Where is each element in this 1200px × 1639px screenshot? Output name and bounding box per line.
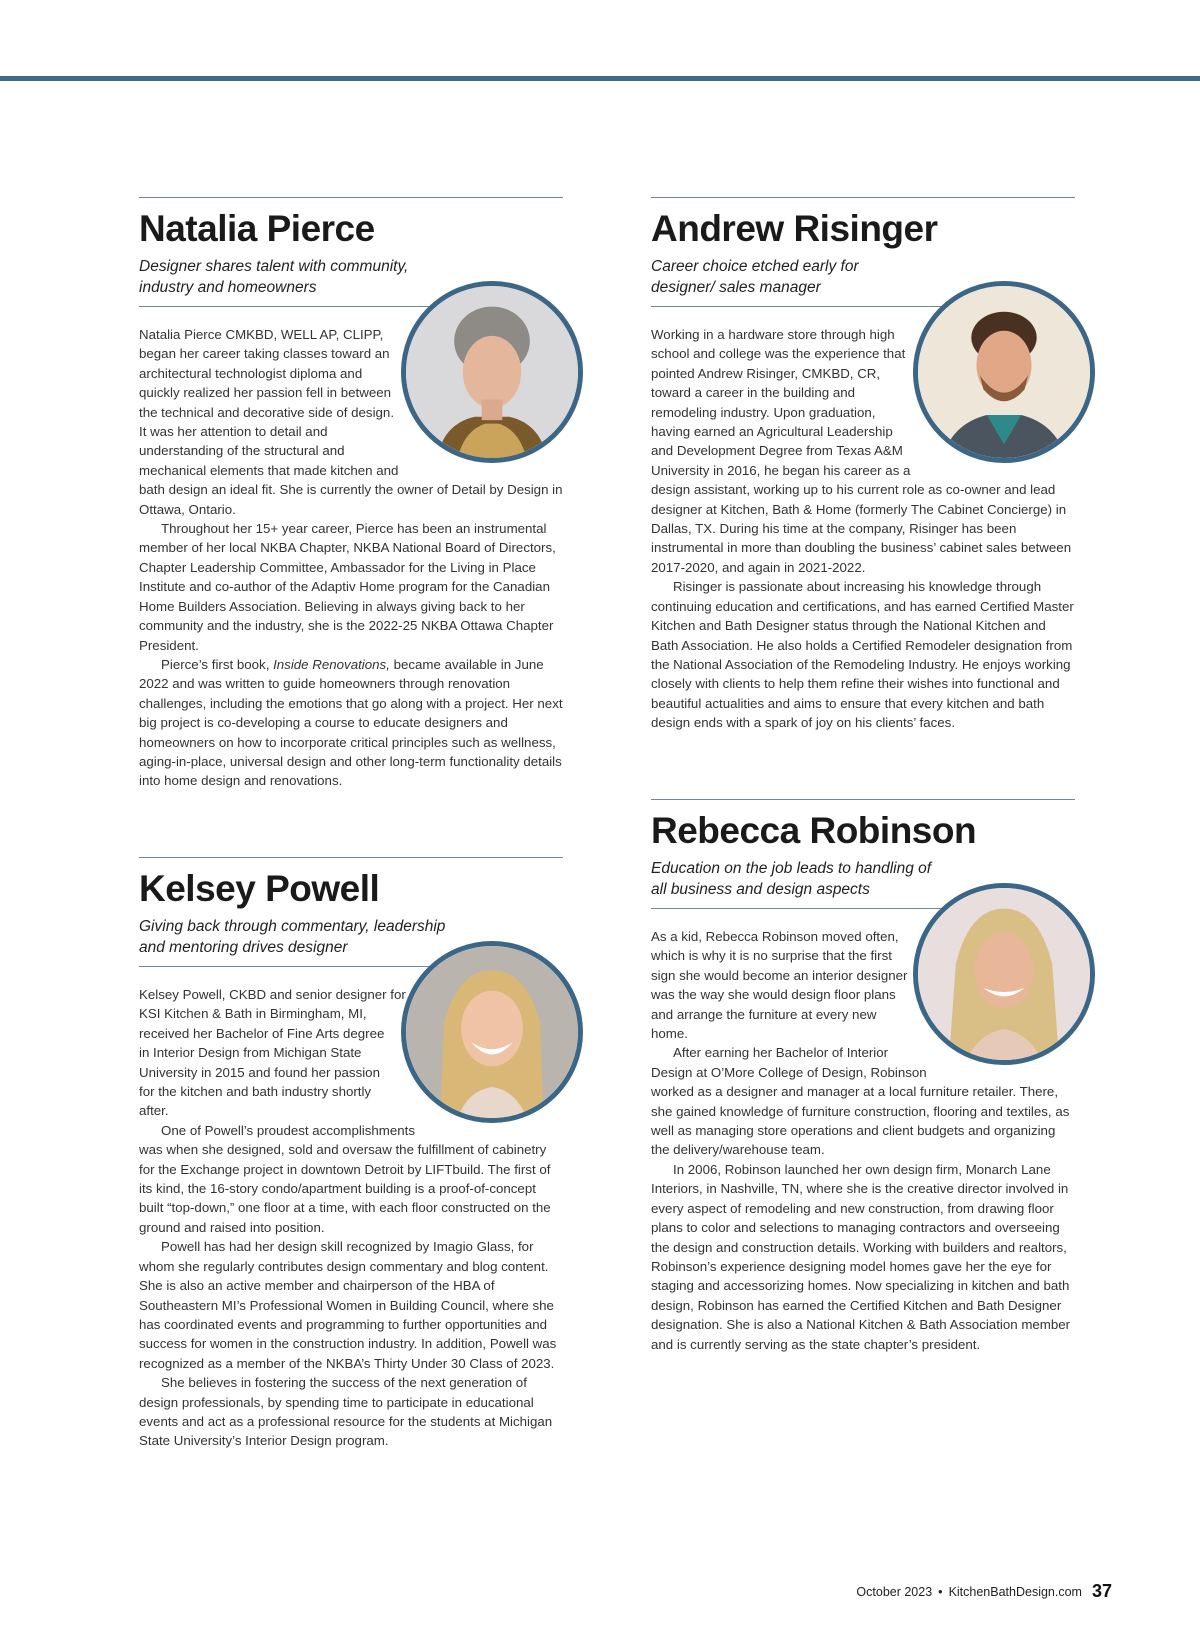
- profile-kelsey-powell: [139, 857, 563, 1451]
- section-rule: [139, 857, 563, 858]
- book-title: Inside Renovations,: [273, 656, 390, 672]
- section-rule: [651, 197, 1075, 198]
- profile-deck: Giving back through commentary, leadership and mentoring drives designer: [139, 918, 446, 956]
- profile-name: Rebecca Robinson: [651, 810, 977, 851]
- profile-deck: Education on the job leads to handling of all business and design aspects: [651, 860, 932, 898]
- website-link[interactable]: KitchenBathDesign.com: [948, 1585, 1082, 1599]
- profile-body: [139, 325, 563, 791]
- page-number: 37: [1091, 1581, 1112, 1601]
- profile-deck: Career choice etched early for designer/ sales manager: [651, 258, 859, 296]
- body-paragraph: Pierce’s first book, Inside Renovations, became available in June 2022 and was written to guide homeowners through renovation challenges, including the emotions that go along with a project. Her next big project is co-developing a course to educate designers and homeowners on how to incorporate critical principles such as wellness, aging-in-place, universal design and other long-term functionality details into home design and renovations.: [139, 656, 563, 789]
- body-paragraph: Powell has had her design skill recognized by Imagio Glass, for whom she regularly contributes design commentary and blog content. She is also an active member and chairperson of the HBA of Southeastern MI’s Professional Women in Building Council, where she has coordinated events and programming to further opportunities and success for women in the construction industry. In addition, Powell was recognized as a member of the NKBA’s Thirty Under 30 Class of 2023.: [139, 1239, 557, 1371]
- profile-name: Natalia Pierce: [139, 208, 375, 249]
- section-rule: [139, 197, 563, 198]
- portrait-photo: [401, 281, 583, 463]
- profile-body: [651, 325, 1075, 733]
- profile-deck: Designer shares talent with community, industry and homeowners: [139, 258, 409, 296]
- body-paragraph: Working in a hardware store through high school and college was the experience that pointed Andrew Risinger, CMKBD, CR, toward a career in the building and remodeling industry. Upon graduation, having earned an Agricultural Leadership and Development Degree from Texas A&M University in 2016, he began his career as a design assistant, working up to his current role as co-owner and lead designer at Kitchen, Bath & Home (formerly The Cabinet Concierge) in Dallas, TX. During his time at the company, Risinger has been instrumental in more than doubling the business’ cabinet sales between 2017-2020, and again in 2021-2022.: [651, 327, 1072, 575]
- body-paragraph: As a kid, Rebecca Robinson moved often, which is why it is no surprise that the first sign she would become an interior designer was the way she would design floor plans and arrange the furniture at every new home.: [651, 929, 908, 1042]
- footer-separator: •: [938, 1585, 943, 1599]
- page-footer: [856, 1581, 1112, 1602]
- portrait-photo: [913, 883, 1095, 1065]
- profile-andrew-risinger: [651, 197, 1075, 733]
- section-rule: [651, 799, 1075, 800]
- portrait-photo: [401, 941, 583, 1123]
- profile-name: Kelsey Powell: [139, 868, 380, 909]
- body-paragraph: In 2006, Robinson launched her own design firm, Monarch Lane Interiors, in Nashville, TN, where she is the creative director involved in every aspect of remodeling and new construction, from drawing floor plans to color and selections to managing contractors and overseeing the design and construction details. Working with builders and realtors, Robinson’s experience designing model homes gave her the eye for staging and accessorizing homes. Now specializing in kitchen and bath design, Robinson has earned the Certified Kitchen and Bath Designer designation. She is also a National Kitchen & Bath Association member and is currently serving as the state chapter’s president.: [651, 1161, 1071, 1352]
- issue-date: October 2023: [856, 1585, 933, 1599]
- profile-body: [651, 927, 1075, 1354]
- profile-name: Andrew Risinger: [651, 208, 938, 249]
- body-paragraph: Kelsey Powell, CKBD and senior designer for KSI Kitchen & Bath in Birmingham, MI, received her Bachelor of Fine Arts degree in Interior Design from Michigan State University in 2015 and found her passion for the kitchen and bath industry shortly after.: [139, 987, 406, 1119]
- profile-body: [139, 985, 563, 1451]
- body-paragraph: One of Powell’s proudest accomplishments was when she designed, sold and oversaw the fulfillment of cabinetry for the Exchange project in downtown Detroit by LIFTbuild. The first of its kind, the 16-story condo/apartment building is a proof-of-concept built “top-down,” one floor at a time, with each floor constructed on the ground and raised into position.: [139, 1122, 551, 1235]
- top-accent-rule: [0, 76, 1200, 81]
- body-paragraph: Risinger is passionate about increasing his knowledge through continuing education and certifications, and has earned Certified Master Kitchen and Bath Designer status through the National Kitchen and Bath Association. He also holds a Certified Remodeler designation from the National Association of the Remodeling Industry. He enjoys working closely with clients to help them refine their wishes into functional and beautiful actualities and aims to ensure that every kitchen and bath design ends with a spark of joy on his clients’ faces.: [651, 579, 1074, 731]
- body-paragraph: Throughout her 15+ year career, Pierce has been an instrumental member of her local NKBA Chapter, NKBA National Board of Directors, Chapter Leadership Committee, Ambassador for the Living in Place Institute and co-author of the Adaptiv Home program for the Canadian Home Builders Association. Believing in always giving back to her community and the industry, she is the 2022-25 NKBA Ottawa Chapter President.: [139, 521, 556, 653]
- body-paragraph: She believes in fostering the success of the next generation of design professionals, by spending time to participate in educational events and act as a professional resource for the students at Michigan State University’s Interior Design program.: [139, 1375, 553, 1449]
- profile-natalia-pierce: [139, 197, 563, 791]
- body-paragraph: Natalia Pierce CMKBD, WELL AP, CLIPP, began her career taking classes toward an architectural technologist diploma and quickly realized her passion fell in between the technical and decorative side of design. It was her attention to detail and understanding of the structural and mechanical elements that made kitchen and bath design an ideal fit. She is currently the owner of Detail by Design in Ottawa, Ontario.: [139, 327, 563, 517]
- profile-rebecca-robinson: [651, 799, 1075, 1354]
- portrait-photo: [913, 281, 1095, 463]
- body-paragraph: After earning her Bachelor of Interior Design at O’More College of Design, Robinson worked as a designer and manager at a local furniture retailer. There, she gained knowledge of furniture construction, flooring and textiles, as well as managing store operations and client budgets and organizing the delivery/warehouse team.: [651, 1045, 1070, 1158]
